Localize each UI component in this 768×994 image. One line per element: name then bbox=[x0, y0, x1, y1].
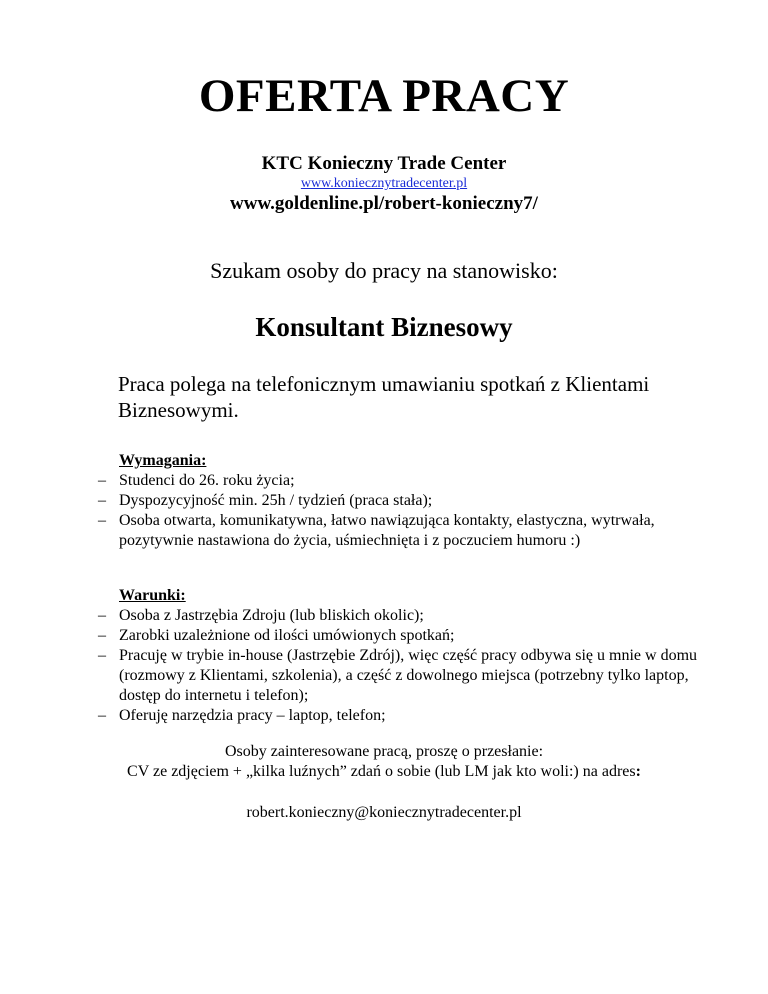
list-item-text: Oferuję narzędzia pracy – laptop, telefon; bbox=[119, 707, 386, 724]
dash-bullet: – bbox=[98, 607, 106, 624]
closing-line-2-text: CV ze zdjęciem + „kilka luźnych” zdań o sobie (lub LM jak kto woli:) na adres bbox=[127, 763, 636, 780]
list-item bbox=[98, 606, 718, 626]
list-item bbox=[98, 706, 718, 726]
list-item bbox=[98, 471, 718, 491]
closing-line-1: Osoby zainteresowane pracą, proszę o przesłanie: bbox=[224, 743, 544, 760]
list-item-text: Osoba z Jastrzębia Zdroju (lub bliskich okolic); bbox=[119, 607, 424, 624]
dash-bullet: – bbox=[98, 492, 106, 509]
list-item bbox=[98, 626, 718, 646]
dash-bullet: – bbox=[98, 647, 106, 664]
dash-bullet: – bbox=[98, 472, 106, 489]
dash-bullet: – bbox=[98, 512, 106, 529]
list-item-text: Studenci do 26. roku życia; bbox=[119, 472, 295, 489]
lead-text: Szukam osoby do pracy na stanowisko: bbox=[210, 258, 558, 283]
conditions-list bbox=[98, 606, 718, 726]
company-name: KTC Konieczny Trade Center bbox=[261, 153, 507, 174]
requirements-list bbox=[98, 471, 718, 551]
page-title: OFERTA PRACY bbox=[198, 70, 570, 122]
requirements-heading: Wymagania: bbox=[119, 452, 207, 469]
list-item-text: Osoba otwarta, komunikatywna, łatwo nawiązująca kontakty, elastyczna, wytrwała, pozytywnie nastawiona do życia, uśmiechnięta i z poczuciem humoru :) bbox=[119, 512, 655, 549]
list-item bbox=[98, 491, 718, 511]
job-description: Praca polega na telefonicznym umawianiu spotkań z Klientami Biznesowymi. bbox=[118, 372, 650, 422]
goldenline-link: www.goldenline.pl/robert-konieczny7/ bbox=[230, 193, 538, 214]
closing-colon: : bbox=[635, 763, 641, 780]
list-item bbox=[98, 646, 718, 706]
dash-bullet: – bbox=[98, 707, 106, 724]
conditions-heading: Warunki: bbox=[119, 587, 186, 604]
list-item-text: Dyspozycyjność min. 25h / tydzień (praca stała); bbox=[119, 492, 433, 509]
contact-email: robert.konieczny@koniecznytradecenter.pl bbox=[246, 804, 522, 821]
list-item-text: Pracuję w trybie in-house (Jastrzębie Zdrój), więc część pracy odbywa się u mnie w domu (rozmowy z Klientami, szkolenia), a część z dowolnego miejsca (potrzebny tylko laptop, dostęp do internetu i telefon); bbox=[119, 647, 698, 704]
list-item bbox=[98, 511, 718, 551]
list-item-text: Zarobki uzależnione od ilości umówionych spotkań; bbox=[119, 627, 455, 644]
website-line bbox=[0, 176, 768, 192]
dash-bullet: – bbox=[98, 627, 106, 644]
closing-line-2 bbox=[0, 762, 768, 782]
position-title: Konsultant Biznesowy bbox=[255, 312, 513, 342]
requirements-section bbox=[98, 451, 718, 551]
conditions-section bbox=[98, 586, 718, 726]
website-link[interactable]: www.koniecznytradecenter.pl bbox=[300, 176, 468, 191]
